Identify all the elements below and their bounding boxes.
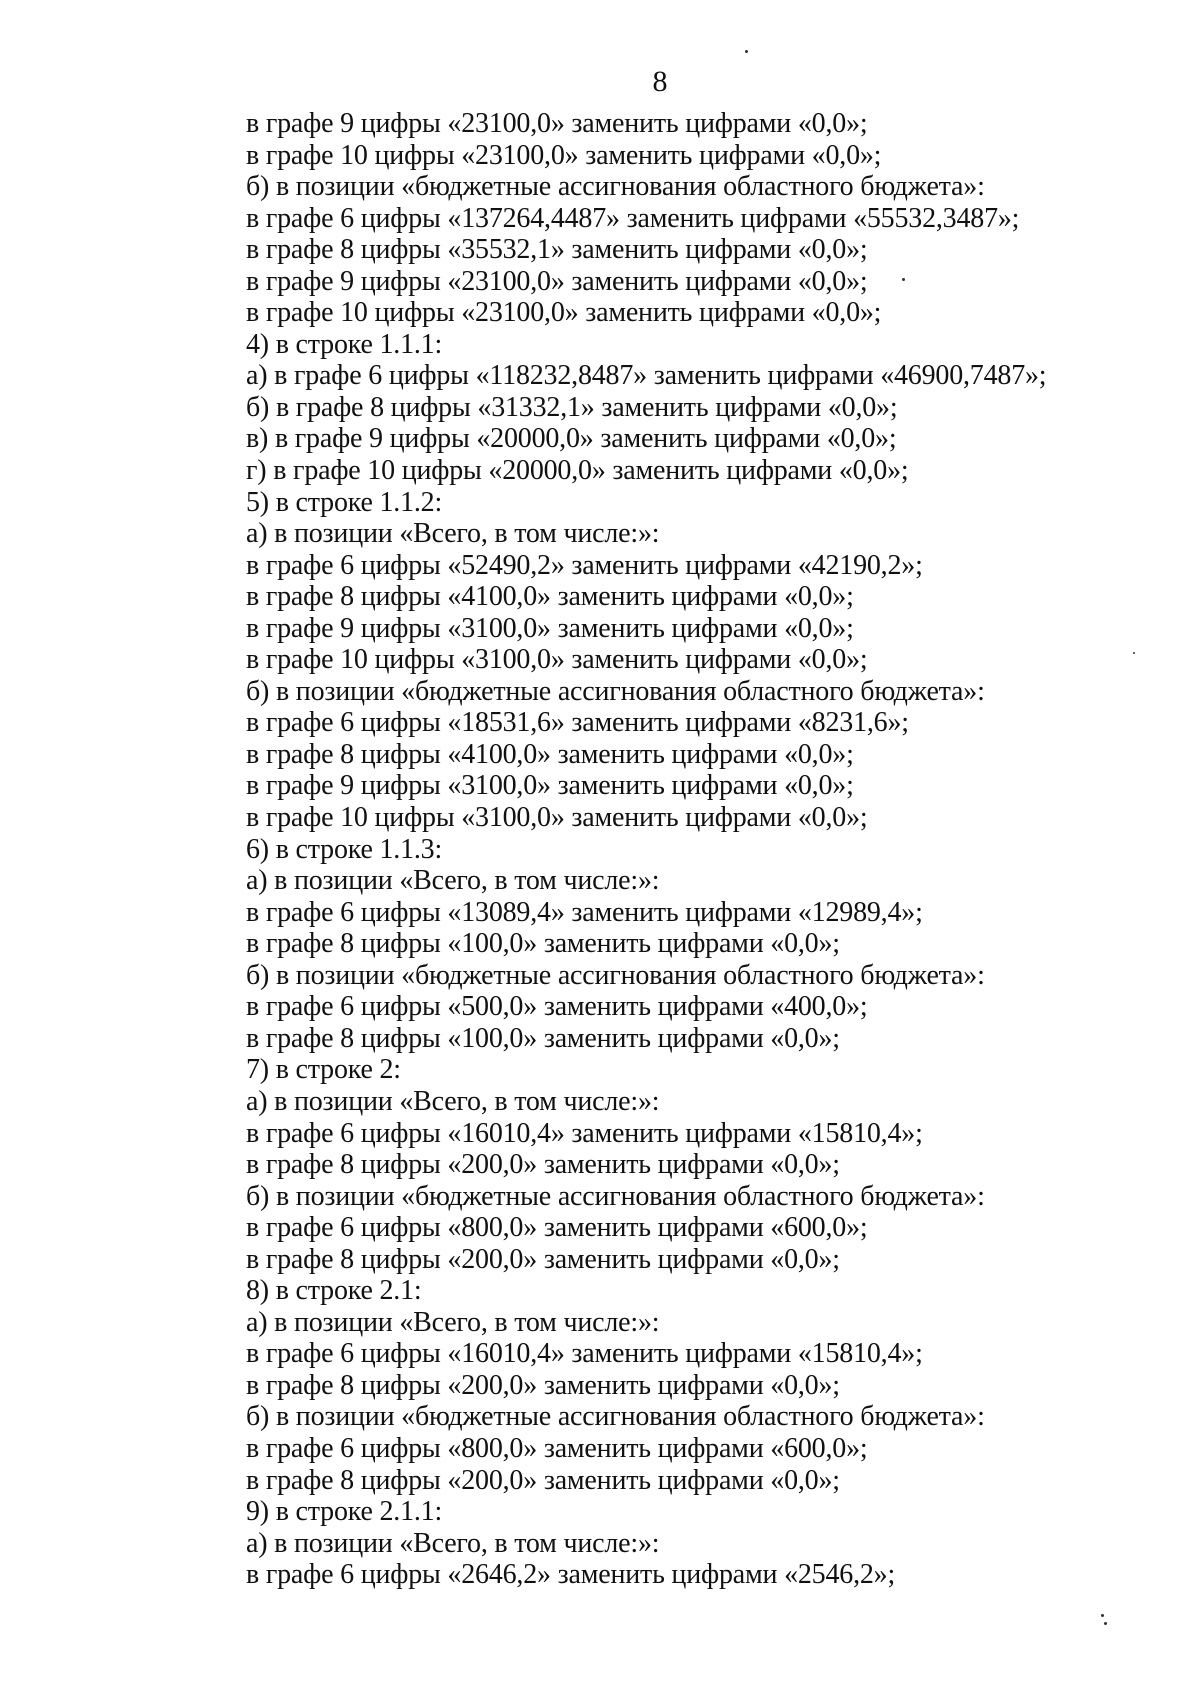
text-line: в графе 10 цифры «3100,0» заменить цифрами «0,0»; bbox=[246, 644, 868, 676]
text-line: в графе 8 цифры «200,0» заменить цифрами «0,0»; bbox=[246, 1369, 840, 1401]
text-line: в графе 8 цифры «4100,0» заменить цифрами «0,0»; bbox=[246, 738, 854, 770]
text-line: в графе 9 цифры «3100,0» заменить цифрами «0,0»; bbox=[246, 770, 854, 802]
text-line: в графе 6 цифры «2646,2» заменить цифрами «2546,2»; bbox=[246, 1559, 896, 1591]
text-line: б) в графе 8 цифры «31332,1» заменить цифрами «0,0»; bbox=[246, 391, 898, 423]
text-line: б) в позиции «бюджетные ассигнования областного бюджета»: bbox=[246, 1401, 985, 1433]
text-line: 7) в строке 2: bbox=[246, 1054, 401, 1086]
text-line: в графе 6 цифры «16010,4» заменить цифрами «15810,4»; bbox=[246, 1338, 923, 1370]
scan-speck bbox=[1101, 1614, 1104, 1617]
text-line: в графе 10 цифры «23100,0» заменить цифрами «0,0»; bbox=[246, 139, 882, 171]
text-line: 5) в строке 1.1.2: bbox=[246, 486, 443, 518]
scan-speck bbox=[1104, 1622, 1107, 1625]
text-line: б) в позиции «бюджетные ассигнования областного бюджета»: bbox=[246, 959, 985, 991]
text-line: в графе 6 цифры «137264,4487» заменить цифрами «55532,3487»; bbox=[246, 202, 1020, 234]
text-line: в графе 6 цифры «500,0» заменить цифрами «400,0»; bbox=[246, 991, 868, 1023]
text-line: а) в позиции «Всего, в том числе:»: bbox=[246, 1085, 660, 1117]
text-line: а) в позиции «Всего, в том числе:»: bbox=[246, 1527, 660, 1559]
text-line: в) в графе 9 цифры «20000,0» заменить цифрами «0,0»; bbox=[246, 423, 897, 455]
text-line: 4) в строке 1.1.1: bbox=[246, 328, 443, 360]
text-line: в графе 10 цифры «23100,0» заменить цифрами «0,0»; bbox=[246, 297, 882, 329]
text-line: в графе 8 цифры «200,0» заменить цифрами «0,0»; bbox=[246, 1149, 840, 1181]
text-line: в графе 6 цифры «18531,6» заменить цифрами «8231,6»; bbox=[246, 707, 909, 739]
scan-speck bbox=[745, 50, 748, 53]
text-line: в графе 6 цифры «800,0» заменить цифрами «600,0»; bbox=[246, 1432, 868, 1464]
text-line: а) в позиции «Всего, в том числе:»: bbox=[246, 518, 660, 550]
text-line: 9) в строке 2.1.1: bbox=[246, 1496, 443, 1528]
text-line: в графе 6 цифры «52490,2» заменить цифрами «42190,2»; bbox=[246, 549, 923, 581]
text-line: г) в графе 10 цифры «20000,0» заменить цифрами «0,0»; bbox=[246, 455, 909, 487]
text-line: в графе 8 цифры «4100,0» заменить цифрами «0,0»; bbox=[246, 581, 854, 613]
text-line: в графе 6 цифры «13089,4» заменить цифрами «12989,4»; bbox=[246, 896, 923, 928]
text-line: 8) в строке 2.1: bbox=[246, 1275, 422, 1307]
text-line: б) в позиции «бюджетные ассигнования областного бюджета»: bbox=[246, 171, 985, 203]
text-line: 6) в строке 1.1.3: bbox=[246, 833, 443, 865]
scan-speck bbox=[902, 278, 905, 281]
text-line: а) в позиции «Всего, в том числе:»: bbox=[246, 865, 660, 897]
text-line: б) в позиции «бюджетные ассигнования областного бюджета»: bbox=[246, 675, 985, 707]
text-line: в графе 8 цифры «100,0» заменить цифрами «0,0»; bbox=[246, 1022, 840, 1054]
text-line: в графе 8 цифры «200,0» заменить цифрами «0,0»; bbox=[246, 1464, 840, 1496]
page-number: 8 bbox=[652, 65, 668, 98]
text-line: б) в позиции «бюджетные ассигнования областного бюджета»: bbox=[246, 1180, 985, 1212]
text-line: в графе 10 цифры «3100,0» заменить цифрами «0,0»; bbox=[246, 802, 868, 834]
text-line: в графе 9 цифры «23100,0» заменить цифрами «0,0»; bbox=[246, 265, 868, 297]
text-line: а) в графе 6 цифры «118232,8487» заменить цифрами «46900,7487»; bbox=[246, 360, 1047, 392]
text-line: в графе 6 цифры «16010,4» заменить цифрами «15810,4»; bbox=[246, 1117, 923, 1149]
document-body bbox=[246, 108, 1146, 1591]
text-line: в графе 9 цифры «3100,0» заменить цифрами «0,0»; bbox=[246, 612, 854, 644]
text-line: а) в позиции «Всего, в том числе:»: bbox=[246, 1306, 660, 1338]
text-line: в графе 6 цифры «800,0» заменить цифрами «600,0»; bbox=[246, 1212, 868, 1244]
scan-speck bbox=[1133, 652, 1135, 654]
text-line: в графе 8 цифры «200,0» заменить цифрами «0,0»; bbox=[246, 1243, 840, 1275]
text-line: в графе 8 цифры «100,0» заменить цифрами «0,0»; bbox=[246, 928, 840, 960]
text-line: в графе 9 цифры «23100,0» заменить цифрами «0,0»; bbox=[246, 108, 868, 139]
text-line: в графе 8 цифры «35532,1» заменить цифрами «0,0»; bbox=[246, 234, 868, 266]
